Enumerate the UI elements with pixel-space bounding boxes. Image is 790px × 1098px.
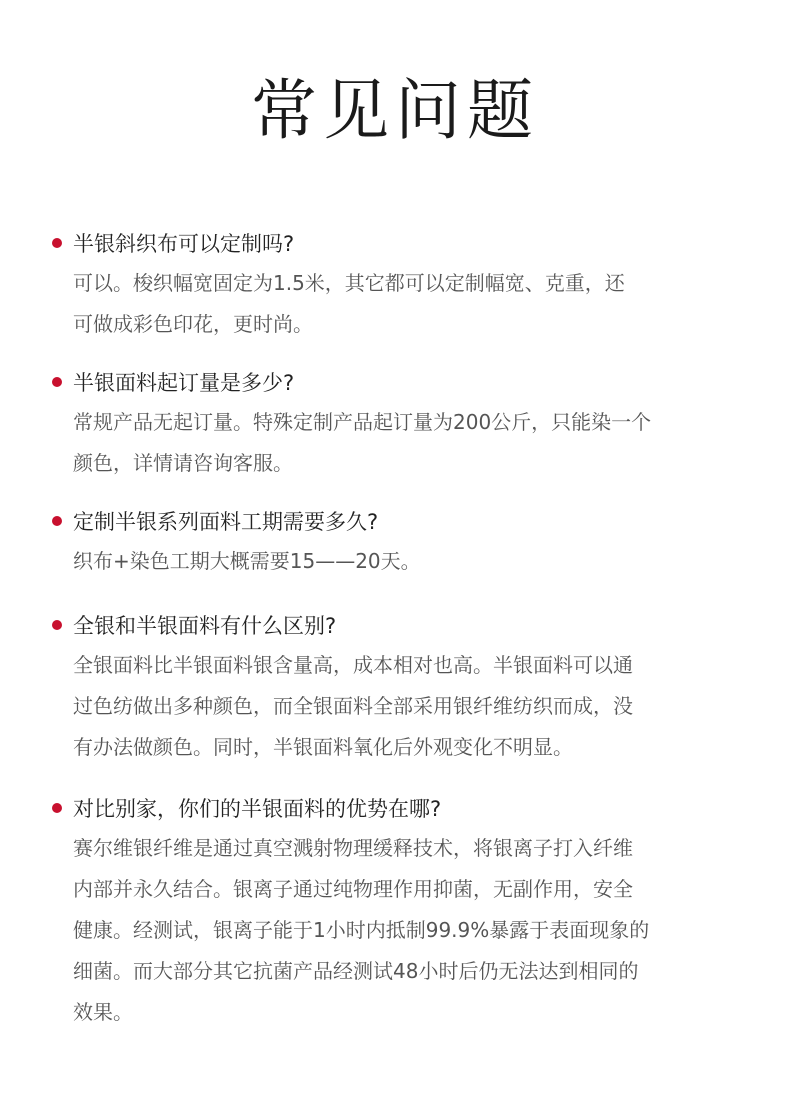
answer-line: 颜色，详情请咨询客服。 (73, 451, 293, 475)
faq-question (52, 362, 752, 402)
bullet-dot-icon (52, 620, 62, 630)
faq-question (52, 605, 752, 645)
faq-answer (73, 263, 752, 345)
question-text: 定制半银系列面料工期需要多久? (73, 510, 379, 534)
faq-item (52, 501, 752, 582)
faq-item (52, 788, 752, 1033)
answer-line: 过色纺做出多种颜色，而全银面料全部采用银纤维纺织而成，没 (73, 694, 633, 718)
answer-line: 效果。 (73, 1000, 133, 1024)
answer-line: 细菌。而大部分其它抗菌产品经测试48小时后仍无法达到相同的 (73, 959, 639, 983)
faq-answer (73, 645, 752, 768)
faq-answer (73, 402, 752, 484)
question-text: 半银面料起订量是多少? (73, 371, 295, 395)
faq-answer (73, 541, 752, 582)
faq-question (52, 788, 752, 828)
faq-answer (73, 828, 752, 1033)
faq-item (52, 605, 752, 768)
question-text: 全银和半银面料有什么区别? (73, 614, 337, 638)
answer-line: 可以。梭织幅宽固定为1.5米，其它都可以定制幅宽、克重，还 (73, 271, 625, 295)
answer-line: 有办法做颜色。同时，半银面料氧化后外观变化不明显。 (73, 735, 573, 759)
page-title: 常见问题 (251, 72, 539, 149)
answer-line: 全银面料比半银面料银含量高，成本相对也高。半银面料可以通 (73, 653, 633, 677)
answer-line: 可做成彩色印花，更时尚。 (73, 312, 313, 336)
answer-line: 常规产品无起订量。特殊定制产品起订量为200公斤，只能染一个 (73, 410, 652, 434)
question-text: 半银斜织布可以定制吗? (73, 232, 295, 256)
answer-line: 健康。经测试，银离子能于1小时内抵制99.9%暴露于表面现象的 (73, 918, 650, 942)
bullet-dot-icon (52, 803, 62, 813)
faq-question (52, 501, 752, 541)
faq-item (52, 362, 752, 484)
bullet-dot-icon (52, 377, 62, 387)
bullet-dot-icon (52, 516, 62, 526)
answer-line: 内部并永久结合。银离子通过纯物理作用抑菌，无副作用，安全 (73, 877, 633, 901)
question-text: 对比别家，你们的半银面料的优势在哪? (73, 797, 442, 821)
answer-line: 织布+染色工期大概需要15——20天。 (73, 549, 421, 573)
bullet-dot-icon (52, 238, 62, 248)
faq-item (52, 223, 752, 345)
faq-question (52, 223, 752, 263)
answer-line: 赛尔维银纤维是通过真空溅射物理缓释技术，将银离子打入纤维 (73, 836, 633, 860)
